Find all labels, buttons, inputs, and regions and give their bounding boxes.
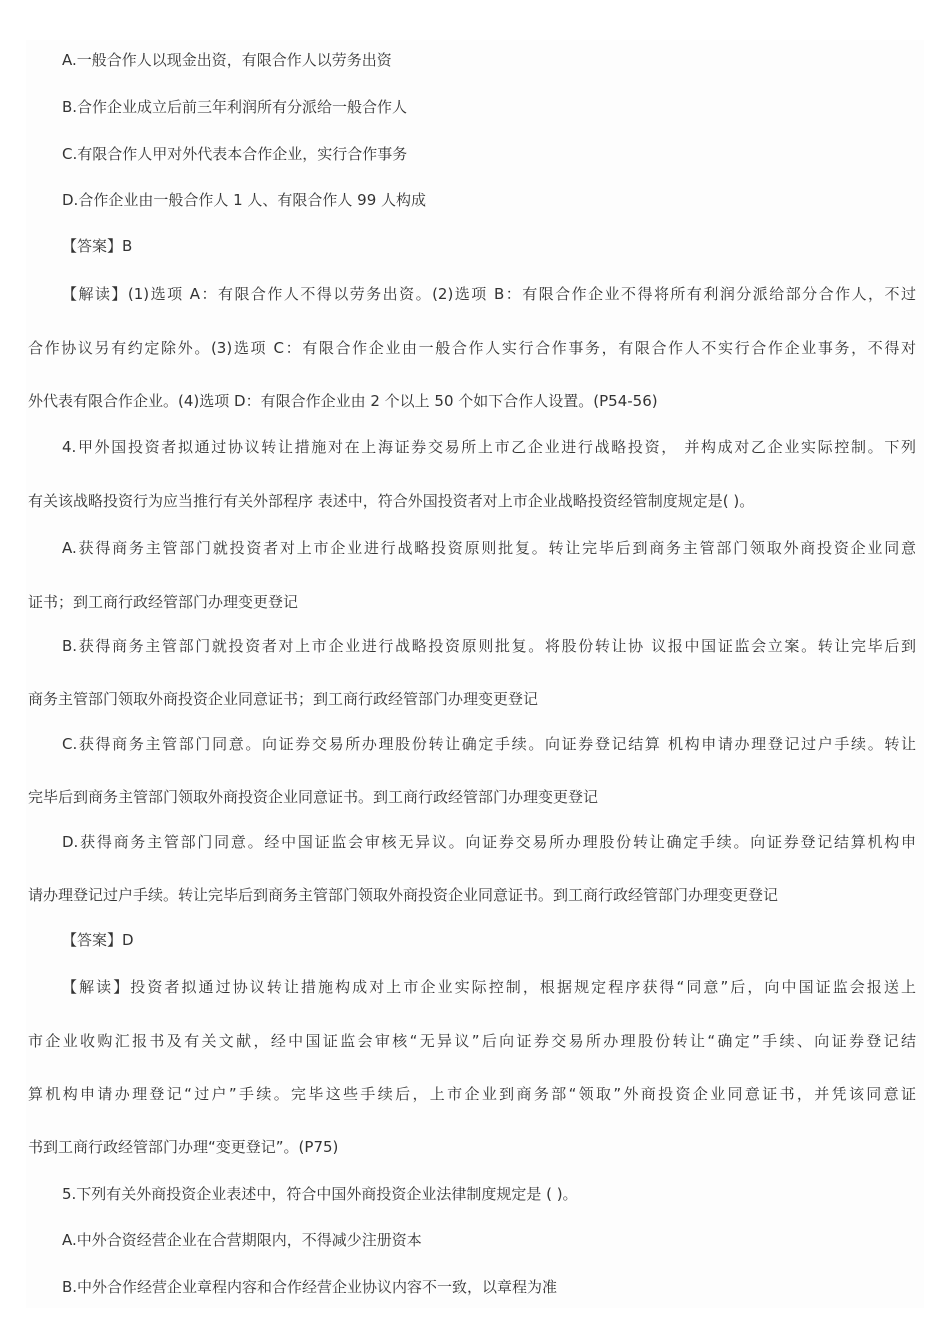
option-c-q4-line2: 完毕后到商务主管部门领取外商投资企业同意证书。到工商行政经管部门办理变更登记 (28, 788, 599, 806)
option-d-q3: D.合作企业由一般合作人 1 人、有限合作人 99 人构成 (62, 191, 427, 209)
explanation-q3-line1: 【解读】(1)选项 A：有限合作人不得以劳务出资。(2)选项 B：有限合作企业不得将所有利润分派给部分合作人，不过 (62, 285, 916, 303)
option-a-q4-line1: A.获得商务主管部门就投资者对上市企业进行战略投资原则批复。转让完毕后到商务主管部门领取外商投资企业同意 (62, 539, 916, 557)
option-a-q5: A.中外合资经营企业在合营期限内，不得减少注册资本 (62, 1231, 422, 1249)
option-b-q4-line2: 商务主管部门领取外商投资企业同意证书；到工商行政经管部门办理变更登记 (28, 690, 539, 708)
question-4-line2: 有关该战略投资行为应当推行有关外部程序 表述中，符合外国投资者对上市企业战略投资经管制度规定是( )。 (28, 492, 755, 510)
document-page (26, 40, 924, 1308)
option-b-q4-line1: B.获得商务主管部门就投资者对上市企业进行战略投资原则批复。将股份转让协 议报中国证监会立案。转让完毕后到 (62, 637, 916, 655)
option-d-q4-line2: 请办理登记过户手续。转让完毕后到商务主管部门领取外商投资企业同意证书。到工商行政经管部门办理变更登记 (28, 886, 779, 904)
option-d-q4-line1: D.获得商务主管部门同意。经中国证监会审核无异议。向证券交易所办理股份转让确定手续。向证券登记结算机构申 (62, 833, 916, 851)
option-a-q4-line2: 证书；到工商行政经管部门办理变更登记 (28, 593, 299, 611)
explanation-q4-line4: 书到工商行政经管部门办理“变更登记”。(P75) (28, 1138, 339, 1156)
answer-q3: 【答案】B (62, 237, 133, 255)
option-a-q3: A.一般合作人以现金出资，有限合作人以劳务出资 (62, 51, 392, 69)
explanation-q3-line2: 合作协议另有约定除外。(3)选项 C：有限合作企业由一般合作人实行合作事务，有限合作人不实行合作企业事务，不得对 (28, 339, 916, 357)
explanation-q4-line3: 算机构申请办理登记“过户”手续。完毕这些手续后，上市企业到商务部“领取”外商投资企业同意证书，并凭该同意证 (28, 1085, 916, 1103)
explanation-q4-line1: 【解读】投资者拟通过协议转让措施构成对上市企业实际控制，根据规定程序获得“同意”后，向中国证监会报送上 (62, 978, 916, 996)
option-b-q5: B.中外合作经营企业章程内容和合作经营企业协议内容不一致，以章程为准 (62, 1278, 558, 1296)
question-4-line1: 4.甲外国投资者拟通过协议转让措施对在上海证券交易所上市乙企业进行战略投资， 并构成对乙企业实际控制。下列 (62, 438, 916, 456)
option-c-q3: C.有限合作人甲对外代表本合作企业，实行合作事务 (62, 145, 408, 163)
explanation-q4-line2: 市企业收购汇报书及有关文献，经中国证监会审核“无异议”后向证券交易所办理股份转让“确定”手续、向证券登记结 (28, 1032, 916, 1050)
question-5: 5.下列有关外商投资企业表述中，符合中国外商投资企业法律制度规定是 ( )。 (62, 1185, 578, 1203)
explanation-q3-line3: 外代表有限合作企业。(4)选项 D：有限合作企业由 2 个以上 50 个如下合作人设置。(P54-56) (28, 392, 658, 410)
option-c-q4-line1: C.获得商务主管部门同意。向证券交易所办理股份转让确定手续。向证券登记结算 机构申请办理登记过户手续。转让 (62, 735, 916, 753)
option-b-q3: B.合作企业成立后前三年利润所有分派给一般合作人 (62, 98, 408, 116)
answer-q4: 【答案】D (62, 931, 134, 949)
